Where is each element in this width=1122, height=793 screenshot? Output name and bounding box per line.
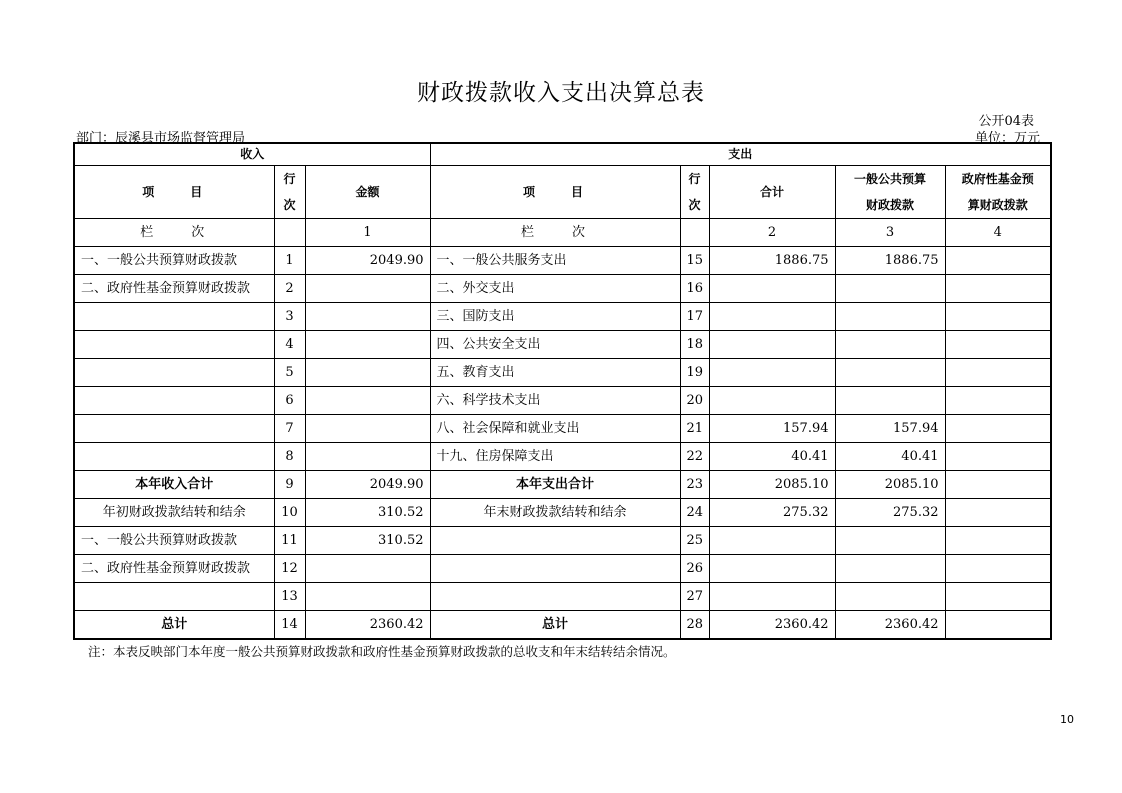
table-row <box>74 331 1051 359</box>
table-cell: 5 <box>274 359 305 387</box>
table-cell <box>709 359 835 387</box>
expense-item-header: 项 目 <box>430 166 680 219</box>
table-cell <box>835 583 945 611</box>
column-index-cell: 3 <box>835 219 945 247</box>
budget-table <box>73 142 1052 640</box>
table-cell: 9 <box>274 471 305 499</box>
table-cell <box>305 359 430 387</box>
table-cell: 17 <box>680 303 709 331</box>
table-cell <box>945 387 1051 415</box>
table-cell: 2360.42 <box>835 611 945 640</box>
table-cell: 40.41 <box>835 443 945 471</box>
table-cell <box>945 555 1051 583</box>
table-cell: 28 <box>680 611 709 640</box>
table-cell <box>709 555 835 583</box>
table-cell: 1 <box>274 247 305 275</box>
table-cell <box>709 275 835 303</box>
column-index-cell: 2 <box>709 219 835 247</box>
table-row <box>74 387 1051 415</box>
page-title: 财政拨款收入支出决算总表 <box>417 80 705 106</box>
table-cell: 2360.42 <box>709 611 835 640</box>
table-cell: 10 <box>274 499 305 527</box>
table-cell <box>305 415 430 443</box>
form-number: 公开04表 <box>978 114 1034 129</box>
table-cell: 本年收入合计 <box>74 471 274 499</box>
unit-label: 单位：万元 <box>974 131 1040 146</box>
table-cell: 310.52 <box>305 527 430 555</box>
table-cell: 16 <box>680 275 709 303</box>
income-section-header: 收入 <box>74 143 430 166</box>
table-cell: 三、国防支出 <box>430 303 680 331</box>
table-cell: 2360.42 <box>305 611 430 640</box>
table-row <box>74 415 1051 443</box>
table-cell: 2049.90 <box>305 471 430 499</box>
table-cell: 40.41 <box>709 443 835 471</box>
table-row <box>74 275 1051 303</box>
table-cell <box>305 275 430 303</box>
table-cell <box>430 583 680 611</box>
table-cell <box>305 331 430 359</box>
table-cell <box>709 527 835 555</box>
table-cell <box>709 331 835 359</box>
income-item-header: 项 目 <box>74 166 274 219</box>
table-cell: 3 <box>274 303 305 331</box>
table-cell <box>835 527 945 555</box>
table-cell: 年初财政拨款结转和结余 <box>74 499 274 527</box>
table-cell: 11 <box>274 527 305 555</box>
expense-line-header: 行 次 <box>680 166 709 219</box>
page-number: 10 <box>1060 713 1074 726</box>
table-cell <box>74 443 274 471</box>
expense-section-header: 支出 <box>430 143 1051 166</box>
table-cell: 总计 <box>74 611 274 640</box>
table-cell: 一、一般公共预算财政拨款 <box>74 247 274 275</box>
table-cell <box>945 303 1051 331</box>
table-cell: 2049.90 <box>305 247 430 275</box>
table-cell: 六、科学技术支出 <box>430 387 680 415</box>
table-cell <box>945 331 1051 359</box>
table-cell: 2085.10 <box>835 471 945 499</box>
table-cell: 157.94 <box>709 415 835 443</box>
table-cell: 年末财政拨款结转和结余 <box>430 499 680 527</box>
table-cell: 总计 <box>430 611 680 640</box>
table-row <box>74 499 1051 527</box>
section-header-row <box>74 143 1051 166</box>
department-label: 部门：辰溪县市场监督管理局 <box>76 131 246 146</box>
grand-total-row <box>74 611 1051 640</box>
table-cell: 四、公共安全支出 <box>430 331 680 359</box>
table-cell <box>74 415 274 443</box>
table-cell: 一、一般公共预算财政拨款 <box>74 527 274 555</box>
table-cell: 一、一般公共服务支出 <box>430 247 680 275</box>
table-cell: 2 <box>274 275 305 303</box>
table-cell: 1886.75 <box>835 247 945 275</box>
table-cell <box>305 303 430 331</box>
table-cell: 15 <box>680 247 709 275</box>
table-cell: 275.32 <box>709 499 835 527</box>
table-cell <box>945 415 1051 443</box>
footnote: 注：本表反映部门本年度一般公共预算财政拨款和政府性基金预算财政拨款的总收支和年末结转结余情况。 <box>88 644 676 659</box>
table-cell <box>74 359 274 387</box>
table-cell <box>945 583 1051 611</box>
table-cell <box>945 443 1051 471</box>
column-index-cell <box>274 219 305 247</box>
table-cell <box>945 527 1051 555</box>
table-cell <box>305 583 430 611</box>
table-cell: 26 <box>680 555 709 583</box>
table-row <box>74 247 1051 275</box>
table-cell: 24 <box>680 499 709 527</box>
income-line-header: 行 次 <box>274 166 305 219</box>
table-cell: 8 <box>274 443 305 471</box>
table-cell <box>709 583 835 611</box>
table-cell: 275.32 <box>835 499 945 527</box>
table-cell: 19 <box>680 359 709 387</box>
table-cell: 310.52 <box>305 499 430 527</box>
column-header-row <box>74 166 1051 219</box>
table-cell <box>305 387 430 415</box>
table-cell <box>835 303 945 331</box>
table-cell: 22 <box>680 443 709 471</box>
table-cell: 27 <box>680 583 709 611</box>
table-cell <box>305 555 430 583</box>
table-row <box>74 443 1051 471</box>
table-cell <box>74 331 274 359</box>
table-cell <box>945 611 1051 640</box>
table-cell <box>74 387 274 415</box>
table-cell: 20 <box>680 387 709 415</box>
column-index-row <box>74 219 1051 247</box>
table-cell <box>430 555 680 583</box>
table-cell: 1886.75 <box>709 247 835 275</box>
column-index-cell: 1 <box>305 219 430 247</box>
table-cell <box>835 359 945 387</box>
table-cell <box>74 303 274 331</box>
table-cell: 本年支出合计 <box>430 471 680 499</box>
table-row <box>74 555 1051 583</box>
table-cell <box>305 443 430 471</box>
table-cell <box>945 471 1051 499</box>
table-cell: 13 <box>274 583 305 611</box>
table-cell: 八、社会保障和就业支出 <box>430 415 680 443</box>
table-cell: 12 <box>274 555 305 583</box>
table-cell: 21 <box>680 415 709 443</box>
table-cell: 五、教育支出 <box>430 359 680 387</box>
table-cell: 十九、住房保障支出 <box>430 443 680 471</box>
table-cell: 157.94 <box>835 415 945 443</box>
table-cell <box>945 247 1051 275</box>
table-cell: 14 <box>274 611 305 640</box>
column-index-cell: 4 <box>945 219 1051 247</box>
income-amount-header: 金额 <box>305 166 430 219</box>
table-cell: 二、外交支出 <box>430 275 680 303</box>
table-cell: 4 <box>274 331 305 359</box>
table-row <box>74 583 1051 611</box>
fund-budget-header: 政府性基金预 算财政拨款 <box>945 166 1051 219</box>
table-cell <box>835 331 945 359</box>
table-cell <box>835 387 945 415</box>
table-row <box>74 527 1051 555</box>
table-cell <box>945 359 1051 387</box>
table-cell: 二、政府性基金预算财政拨款 <box>74 555 274 583</box>
table-cell: 25 <box>680 527 709 555</box>
table-cell: 6 <box>274 387 305 415</box>
table-row <box>74 359 1051 387</box>
table-cell: 7 <box>274 415 305 443</box>
column-index-label: 栏 次 <box>430 219 680 247</box>
column-index-cell <box>680 219 709 247</box>
table-cell: 18 <box>680 331 709 359</box>
table-cell <box>709 387 835 415</box>
table-cell <box>709 303 835 331</box>
general-budget-header: 一般公共预算 财政拨款 <box>835 166 945 219</box>
table-row <box>74 303 1051 331</box>
expense-total-header: 合计 <box>709 166 835 219</box>
column-index-label: 栏 次 <box>74 219 274 247</box>
table-cell <box>430 527 680 555</box>
table-cell <box>945 275 1051 303</box>
table-cell: 二、政府性基金预算财政拨款 <box>74 275 274 303</box>
year-total-row <box>74 471 1051 499</box>
table-cell <box>74 583 274 611</box>
table-cell <box>835 555 945 583</box>
table-cell <box>835 275 945 303</box>
table-cell: 2085.10 <box>709 471 835 499</box>
table-cell <box>945 499 1051 527</box>
table-cell: 23 <box>680 471 709 499</box>
